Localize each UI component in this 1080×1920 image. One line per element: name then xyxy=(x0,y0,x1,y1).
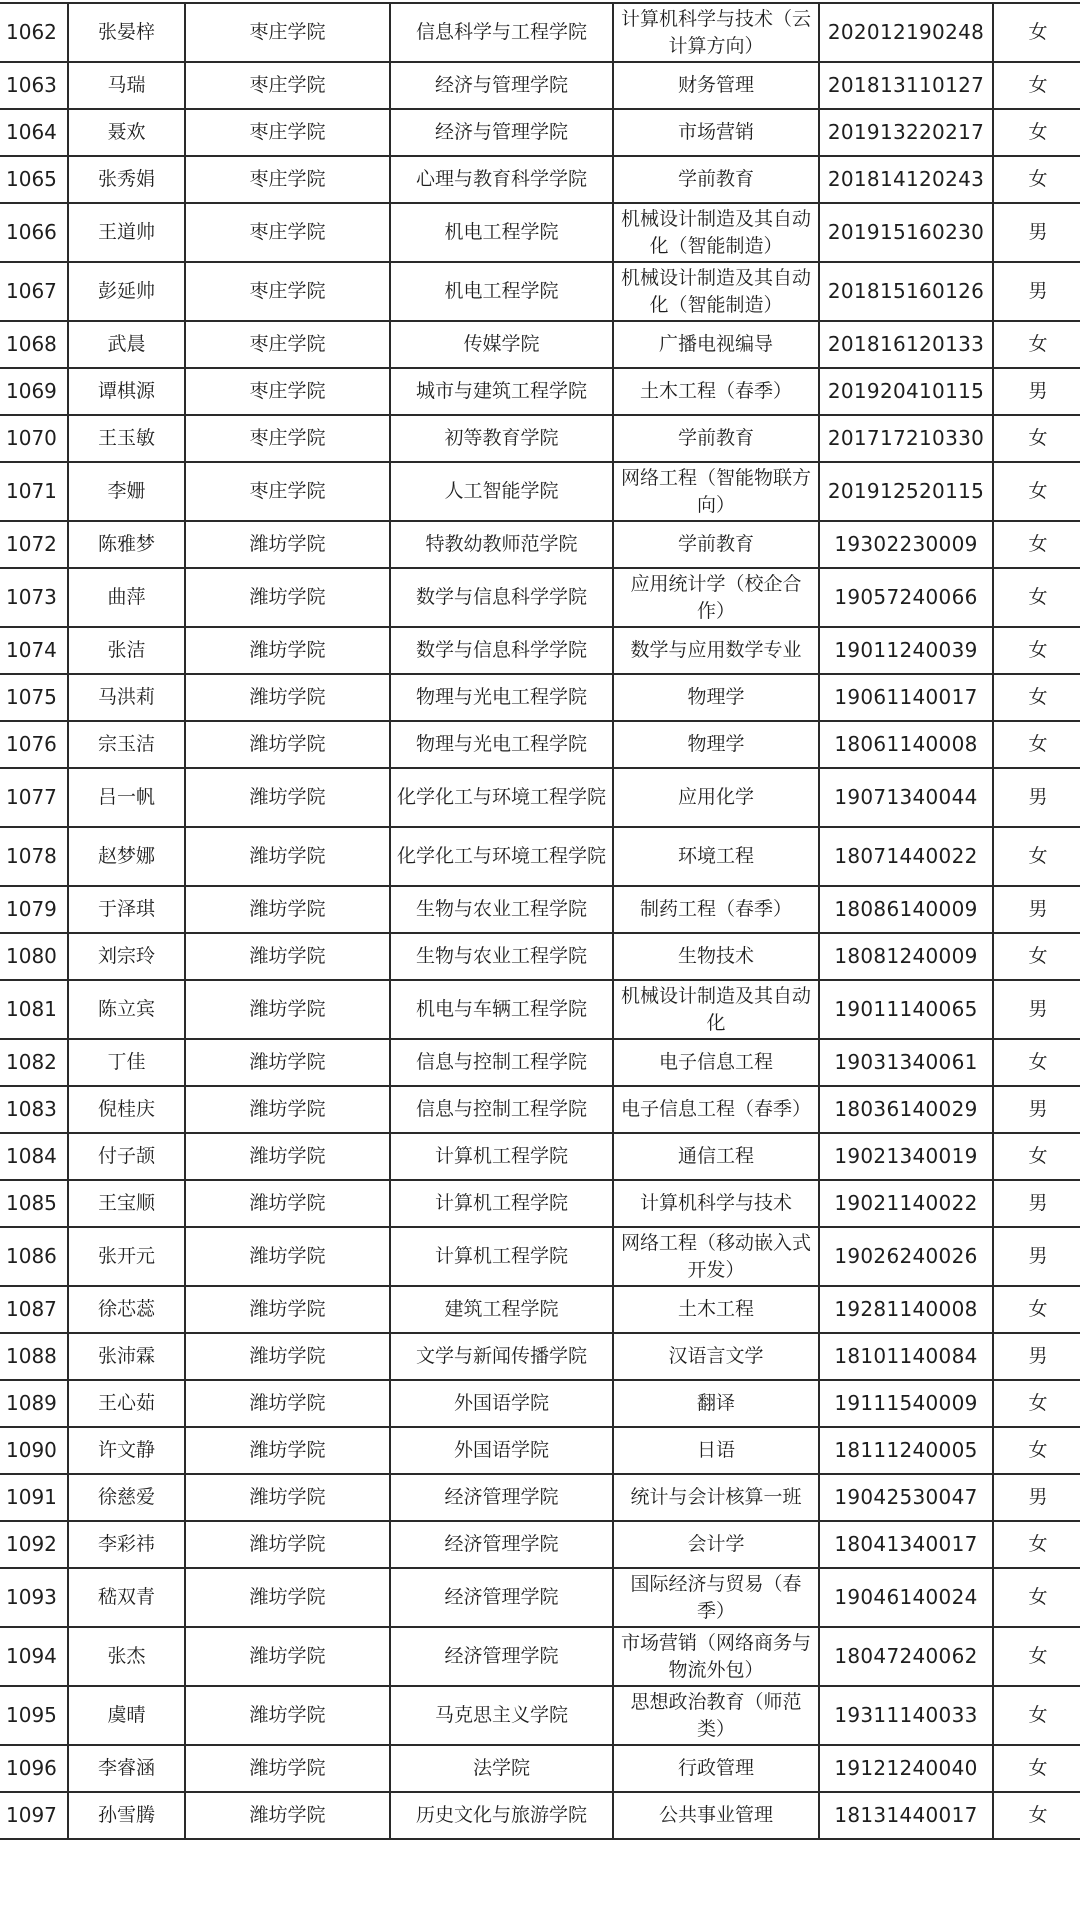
row-number-cell: 1072 xyxy=(0,521,68,568)
student-name-cell: 倪桂庆 xyxy=(68,1086,185,1133)
row-number-cell: 1063 xyxy=(0,62,68,109)
student-id-cell: 201814120243 xyxy=(819,156,993,203)
school-name-cell: 潍坊学院 xyxy=(185,1792,390,1839)
table-row xyxy=(0,768,1080,827)
table-row xyxy=(0,933,1080,980)
student-name-cell: 张秀娟 xyxy=(68,156,185,203)
gender-cell: 男 xyxy=(993,768,1080,827)
college-name-cell: 数学与信息科学学院 xyxy=(390,627,613,674)
student-id-cell: 201815160126 xyxy=(819,262,993,321)
gender-cell: 女 xyxy=(993,674,1080,721)
student-name-cell: 张杰 xyxy=(68,1627,185,1686)
major-name-cell: 学前教育 xyxy=(613,521,819,568)
table-row xyxy=(0,1792,1080,1839)
student-name-cell: 刘宗玲 xyxy=(68,933,185,980)
college-name-cell: 物理与光电工程学院 xyxy=(390,721,613,768)
major-name-cell: 电子信息工程（春季） xyxy=(613,1086,819,1133)
student-id-cell: 19311140033 xyxy=(819,1686,993,1745)
student-id-cell: 19061140017 xyxy=(819,674,993,721)
major-name-cell: 翻译 xyxy=(613,1380,819,1427)
student-id-cell: 18111240005 xyxy=(819,1427,993,1474)
student-name-cell: 聂欢 xyxy=(68,109,185,156)
table-row xyxy=(0,156,1080,203)
major-name-cell: 国际经济与贸易（春季） xyxy=(613,1568,819,1627)
student-name-cell: 徐芯蕊 xyxy=(68,1286,185,1333)
gender-cell: 男 xyxy=(993,203,1080,262)
table-row xyxy=(0,1227,1080,1286)
college-name-cell: 外国语学院 xyxy=(390,1427,613,1474)
gender-cell: 女 xyxy=(993,3,1080,62)
student-id-cell: 19026240026 xyxy=(819,1227,993,1286)
major-name-cell: 制药工程（春季） xyxy=(613,886,819,933)
college-name-cell: 经济与管理学院 xyxy=(390,109,613,156)
table-row xyxy=(0,1521,1080,1568)
school-name-cell: 潍坊学院 xyxy=(185,933,390,980)
school-name-cell: 潍坊学院 xyxy=(185,768,390,827)
college-name-cell: 建筑工程学院 xyxy=(390,1286,613,1333)
student-id-cell: 19046140024 xyxy=(819,1568,993,1627)
college-name-cell: 生物与农业工程学院 xyxy=(390,886,613,933)
college-name-cell: 初等教育学院 xyxy=(390,415,613,462)
student-name-cell: 张沛霖 xyxy=(68,1333,185,1380)
table-row xyxy=(0,1427,1080,1474)
gender-cell: 女 xyxy=(993,1427,1080,1474)
table-row xyxy=(0,1133,1080,1180)
row-number-cell: 1068 xyxy=(0,321,68,368)
major-name-cell: 会计学 xyxy=(613,1521,819,1568)
student-name-cell: 李姗 xyxy=(68,462,185,521)
student-id-cell: 202012190248 xyxy=(819,3,993,62)
table-row xyxy=(0,3,1080,62)
student-name-cell: 马瑞 xyxy=(68,62,185,109)
student-id-cell: 18047240062 xyxy=(819,1627,993,1686)
college-name-cell: 传媒学院 xyxy=(390,321,613,368)
gender-cell: 女 xyxy=(993,1568,1080,1627)
college-name-cell: 化学化工与环境工程学院 xyxy=(390,827,613,886)
row-number-cell: 1097 xyxy=(0,1792,68,1839)
row-number-cell: 1089 xyxy=(0,1380,68,1427)
student-id-cell: 19021340019 xyxy=(819,1133,993,1180)
table-row xyxy=(0,1380,1080,1427)
school-name-cell: 潍坊学院 xyxy=(185,1286,390,1333)
gender-cell: 女 xyxy=(993,1039,1080,1086)
gender-cell: 女 xyxy=(993,109,1080,156)
college-name-cell: 信息科学与工程学院 xyxy=(390,3,613,62)
gender-cell: 男 xyxy=(993,1227,1080,1286)
college-name-cell: 计算机工程学院 xyxy=(390,1180,613,1227)
student-id-cell: 18086140009 xyxy=(819,886,993,933)
student-name-cell: 孙雪腾 xyxy=(68,1792,185,1839)
student-id-cell: 201813110127 xyxy=(819,62,993,109)
table-row xyxy=(0,462,1080,521)
student-id-cell: 18101140084 xyxy=(819,1333,993,1380)
row-number-cell: 1094 xyxy=(0,1627,68,1686)
school-name-cell: 潍坊学院 xyxy=(185,1427,390,1474)
student-name-cell: 王玉敏 xyxy=(68,415,185,462)
row-number-cell: 1090 xyxy=(0,1427,68,1474)
major-name-cell: 计算机科学与技术（云计算方向） xyxy=(613,3,819,62)
row-number-cell: 1078 xyxy=(0,827,68,886)
table-row xyxy=(0,568,1080,627)
student-id-cell: 19021140022 xyxy=(819,1180,993,1227)
major-name-cell: 物理学 xyxy=(613,721,819,768)
row-number-cell: 1092 xyxy=(0,1521,68,1568)
gender-cell: 男 xyxy=(993,1474,1080,1521)
gender-cell: 女 xyxy=(993,1286,1080,1333)
student-name-cell: 武晨 xyxy=(68,321,185,368)
student-name-cell: 陈雅梦 xyxy=(68,521,185,568)
school-name-cell: 枣庄学院 xyxy=(185,156,390,203)
gender-cell: 女 xyxy=(993,627,1080,674)
student-id-cell: 19111540009 xyxy=(819,1380,993,1427)
student-id-cell: 19121240040 xyxy=(819,1745,993,1792)
school-name-cell: 潍坊学院 xyxy=(185,568,390,627)
major-name-cell: 网络工程（移动嵌入式开发） xyxy=(613,1227,819,1286)
gender-cell: 女 xyxy=(993,321,1080,368)
row-number-cell: 1084 xyxy=(0,1133,68,1180)
row-number-cell: 1075 xyxy=(0,674,68,721)
gender-cell: 女 xyxy=(993,827,1080,886)
table-row xyxy=(0,980,1080,1039)
row-number-cell: 1079 xyxy=(0,886,68,933)
school-name-cell: 枣庄学院 xyxy=(185,368,390,415)
major-name-cell: 日语 xyxy=(613,1427,819,1474)
college-name-cell: 机电工程学院 xyxy=(390,203,613,262)
row-number-cell: 1083 xyxy=(0,1086,68,1133)
row-number-cell: 1088 xyxy=(0,1333,68,1380)
gender-cell: 女 xyxy=(993,1745,1080,1792)
college-name-cell: 计算机工程学院 xyxy=(390,1133,613,1180)
table-row xyxy=(0,415,1080,462)
row-number-cell: 1062 xyxy=(0,3,68,62)
college-name-cell: 信息与控制工程学院 xyxy=(390,1039,613,1086)
student-name-cell: 徐慈爱 xyxy=(68,1474,185,1521)
school-name-cell: 枣庄学院 xyxy=(185,262,390,321)
college-name-cell: 物理与光电工程学院 xyxy=(390,674,613,721)
student-id-cell: 19031340061 xyxy=(819,1039,993,1086)
college-name-cell: 机电工程学院 xyxy=(390,262,613,321)
row-number-cell: 1086 xyxy=(0,1227,68,1286)
major-name-cell: 公共事业管理 xyxy=(613,1792,819,1839)
major-name-cell: 机械设计制造及其自动化（智能制造） xyxy=(613,203,819,262)
student-name-cell: 宗玉洁 xyxy=(68,721,185,768)
college-name-cell: 经济管理学院 xyxy=(390,1627,613,1686)
school-name-cell: 潍坊学院 xyxy=(185,1380,390,1427)
major-name-cell: 土木工程（春季） xyxy=(613,368,819,415)
table-row xyxy=(0,1745,1080,1792)
major-name-cell: 市场营销（网络商务与物流外包） xyxy=(613,1627,819,1686)
gender-cell: 女 xyxy=(993,568,1080,627)
major-name-cell: 网络工程（智能物联方向） xyxy=(613,462,819,521)
gender-cell: 男 xyxy=(993,262,1080,321)
row-number-cell: 1096 xyxy=(0,1745,68,1792)
school-name-cell: 枣庄学院 xyxy=(185,321,390,368)
gender-cell: 男 xyxy=(993,1180,1080,1227)
major-name-cell: 财务管理 xyxy=(613,62,819,109)
major-name-cell: 应用化学 xyxy=(613,768,819,827)
table-row xyxy=(0,1568,1080,1627)
row-number-cell: 1071 xyxy=(0,462,68,521)
gender-cell: 男 xyxy=(993,368,1080,415)
table-row xyxy=(0,262,1080,321)
school-name-cell: 枣庄学院 xyxy=(185,3,390,62)
student-name-cell: 王道帅 xyxy=(68,203,185,262)
student-id-cell: 19071340044 xyxy=(819,768,993,827)
school-name-cell: 潍坊学院 xyxy=(185,1086,390,1133)
table-row xyxy=(0,368,1080,415)
student-name-cell: 张开元 xyxy=(68,1227,185,1286)
major-name-cell: 学前教育 xyxy=(613,415,819,462)
student-name-cell: 彭延帅 xyxy=(68,262,185,321)
table-row xyxy=(0,1180,1080,1227)
student-id-cell: 201920410115 xyxy=(819,368,993,415)
student-name-cell: 赵梦娜 xyxy=(68,827,185,886)
gender-cell: 女 xyxy=(993,1133,1080,1180)
school-name-cell: 枣庄学院 xyxy=(185,203,390,262)
student-id-cell: 19057240066 xyxy=(819,568,993,627)
major-name-cell: 思想政治教育（师范类） xyxy=(613,1686,819,1745)
student-id-cell: 19281140008 xyxy=(819,1286,993,1333)
college-name-cell: 城市与建筑工程学院 xyxy=(390,368,613,415)
student-name-cell: 张洁 xyxy=(68,627,185,674)
table-row xyxy=(0,1039,1080,1086)
major-name-cell: 生物技术 xyxy=(613,933,819,980)
table-row xyxy=(0,521,1080,568)
row-number-cell: 1067 xyxy=(0,262,68,321)
college-name-cell: 文学与新闻传播学院 xyxy=(390,1333,613,1380)
row-number-cell: 1074 xyxy=(0,627,68,674)
row-number-cell: 1093 xyxy=(0,1568,68,1627)
school-name-cell: 枣庄学院 xyxy=(185,109,390,156)
table-body xyxy=(0,3,1080,1839)
table-row xyxy=(0,721,1080,768)
row-number-cell: 1077 xyxy=(0,768,68,827)
row-number-cell: 1091 xyxy=(0,1474,68,1521)
student-name-cell: 李彩祎 xyxy=(68,1521,185,1568)
school-name-cell: 潍坊学院 xyxy=(185,1521,390,1568)
table-row xyxy=(0,109,1080,156)
student-id-cell: 18061140008 xyxy=(819,721,993,768)
student-name-cell: 李睿涵 xyxy=(68,1745,185,1792)
table-row xyxy=(0,1286,1080,1333)
gender-cell: 男 xyxy=(993,1333,1080,1380)
student-id-cell: 19042530047 xyxy=(819,1474,993,1521)
college-name-cell: 生物与农业工程学院 xyxy=(390,933,613,980)
table-row xyxy=(0,321,1080,368)
school-name-cell: 枣庄学院 xyxy=(185,462,390,521)
college-name-cell: 信息与控制工程学院 xyxy=(390,1086,613,1133)
school-name-cell: 潍坊学院 xyxy=(185,627,390,674)
college-name-cell: 特教幼教师范学院 xyxy=(390,521,613,568)
table-row xyxy=(0,1333,1080,1380)
school-name-cell: 潍坊学院 xyxy=(185,827,390,886)
major-name-cell: 广播电视编导 xyxy=(613,321,819,368)
table-row xyxy=(0,1686,1080,1745)
major-name-cell: 行政管理 xyxy=(613,1745,819,1792)
row-number-cell: 1065 xyxy=(0,156,68,203)
major-name-cell: 汉语言文学 xyxy=(613,1333,819,1380)
gender-cell: 男 xyxy=(993,886,1080,933)
college-name-cell: 法学院 xyxy=(390,1745,613,1792)
table-row xyxy=(0,62,1080,109)
row-number-cell: 1085 xyxy=(0,1180,68,1227)
row-number-cell: 1070 xyxy=(0,415,68,462)
student-name-cell: 付子颉 xyxy=(68,1133,185,1180)
major-name-cell: 数学与应用数学专业 xyxy=(613,627,819,674)
gender-cell: 女 xyxy=(993,1686,1080,1745)
student-id-cell: 201816120133 xyxy=(819,321,993,368)
college-name-cell: 经济管理学院 xyxy=(390,1474,613,1521)
college-name-cell: 经济管理学院 xyxy=(390,1568,613,1627)
student-name-cell: 陈立宾 xyxy=(68,980,185,1039)
table-row xyxy=(0,674,1080,721)
student-id-cell: 18071440022 xyxy=(819,827,993,886)
student-name-cell: 嵇双青 xyxy=(68,1568,185,1627)
row-number-cell: 1087 xyxy=(0,1286,68,1333)
gender-cell: 女 xyxy=(993,521,1080,568)
gender-cell: 男 xyxy=(993,1086,1080,1133)
student-id-cell: 18131440017 xyxy=(819,1792,993,1839)
student-name-cell: 谭棋源 xyxy=(68,368,185,415)
student-name-cell: 吕一帆 xyxy=(68,768,185,827)
student-name-cell: 虞晴 xyxy=(68,1686,185,1745)
student-name-cell: 王宝顺 xyxy=(68,1180,185,1227)
student-id-cell: 19011240039 xyxy=(819,627,993,674)
student-id-cell: 201913220217 xyxy=(819,109,993,156)
student-name-cell: 王心茹 xyxy=(68,1380,185,1427)
student-name-cell: 于泽琪 xyxy=(68,886,185,933)
major-name-cell: 电子信息工程 xyxy=(613,1039,819,1086)
school-name-cell: 潍坊学院 xyxy=(185,1180,390,1227)
row-number-cell: 1080 xyxy=(0,933,68,980)
row-number-cell: 1069 xyxy=(0,368,68,415)
table-row xyxy=(0,1627,1080,1686)
gender-cell: 女 xyxy=(993,462,1080,521)
student-id-cell: 19011140065 xyxy=(819,980,993,1039)
student-id-cell: 18036140029 xyxy=(819,1086,993,1133)
student-name-cell: 张晏梓 xyxy=(68,3,185,62)
major-name-cell: 机械设计制造及其自动化 xyxy=(613,980,819,1039)
major-name-cell: 机械设计制造及其自动化（智能制造） xyxy=(613,262,819,321)
gender-cell: 女 xyxy=(993,721,1080,768)
row-number-cell: 1073 xyxy=(0,568,68,627)
major-name-cell: 通信工程 xyxy=(613,1133,819,1180)
gender-cell: 女 xyxy=(993,62,1080,109)
gender-cell: 女 xyxy=(993,415,1080,462)
table-row xyxy=(0,627,1080,674)
student-name-cell: 马洪莉 xyxy=(68,674,185,721)
school-name-cell: 潍坊学院 xyxy=(185,980,390,1039)
student-name-cell: 许文静 xyxy=(68,1427,185,1474)
table-row xyxy=(0,827,1080,886)
college-name-cell: 经济管理学院 xyxy=(390,1521,613,1568)
college-name-cell: 马克思主义学院 xyxy=(390,1686,613,1745)
school-name-cell: 潍坊学院 xyxy=(185,1227,390,1286)
student-id-cell: 18081240009 xyxy=(819,933,993,980)
table-row xyxy=(0,1086,1080,1133)
major-name-cell: 土木工程 xyxy=(613,1286,819,1333)
school-name-cell: 枣庄学院 xyxy=(185,62,390,109)
school-name-cell: 潍坊学院 xyxy=(185,1333,390,1380)
school-name-cell: 潍坊学院 xyxy=(185,521,390,568)
student-id-cell: 201912520115 xyxy=(819,462,993,521)
student-name-cell: 曲萍 xyxy=(68,568,185,627)
gender-cell: 女 xyxy=(993,1521,1080,1568)
school-name-cell: 潍坊学院 xyxy=(185,721,390,768)
college-name-cell: 计算机工程学院 xyxy=(390,1227,613,1286)
major-name-cell: 环境工程 xyxy=(613,827,819,886)
table-row xyxy=(0,203,1080,262)
school-name-cell: 潍坊学院 xyxy=(185,1627,390,1686)
table-row xyxy=(0,886,1080,933)
school-name-cell: 潍坊学院 xyxy=(185,1745,390,1792)
major-name-cell: 统计与会计核算一班 xyxy=(613,1474,819,1521)
student-name-cell: 丁佳 xyxy=(68,1039,185,1086)
major-name-cell: 应用统计学（校企合作） xyxy=(613,568,819,627)
gender-cell: 女 xyxy=(993,156,1080,203)
table-row xyxy=(0,1474,1080,1521)
row-number-cell: 1064 xyxy=(0,109,68,156)
college-name-cell: 外国语学院 xyxy=(390,1380,613,1427)
school-name-cell: 潍坊学院 xyxy=(185,886,390,933)
college-name-cell: 经济与管理学院 xyxy=(390,62,613,109)
school-name-cell: 潍坊学院 xyxy=(185,1686,390,1745)
school-name-cell: 潍坊学院 xyxy=(185,1133,390,1180)
school-name-cell: 潍坊学院 xyxy=(185,1039,390,1086)
college-name-cell: 人工智能学院 xyxy=(390,462,613,521)
row-number-cell: 1081 xyxy=(0,980,68,1039)
school-name-cell: 潍坊学院 xyxy=(185,1474,390,1521)
college-name-cell: 机电与车辆工程学院 xyxy=(390,980,613,1039)
row-number-cell: 1076 xyxy=(0,721,68,768)
school-name-cell: 潍坊学院 xyxy=(185,1568,390,1627)
college-name-cell: 历史文化与旅游学院 xyxy=(390,1792,613,1839)
student-id-cell: 19302230009 xyxy=(819,521,993,568)
gender-cell: 男 xyxy=(993,980,1080,1039)
student-id-cell: 201717210330 xyxy=(819,415,993,462)
gender-cell: 女 xyxy=(993,1380,1080,1427)
gender-cell: 女 xyxy=(993,933,1080,980)
gender-cell: 女 xyxy=(993,1792,1080,1839)
student-id-cell: 18041340017 xyxy=(819,1521,993,1568)
college-name-cell: 数学与信息科学学院 xyxy=(390,568,613,627)
gender-cell: 女 xyxy=(993,1627,1080,1686)
major-name-cell: 市场营销 xyxy=(613,109,819,156)
major-name-cell: 计算机科学与技术 xyxy=(613,1180,819,1227)
row-number-cell: 1095 xyxy=(0,1686,68,1745)
college-name-cell: 化学化工与环境工程学院 xyxy=(390,768,613,827)
college-name-cell: 心理与教育科学学院 xyxy=(390,156,613,203)
row-number-cell: 1082 xyxy=(0,1039,68,1086)
row-number-cell: 1066 xyxy=(0,203,68,262)
school-name-cell: 潍坊学院 xyxy=(185,674,390,721)
major-name-cell: 物理学 xyxy=(613,674,819,721)
student-id-cell: 201915160230 xyxy=(819,203,993,262)
school-name-cell: 枣庄学院 xyxy=(185,415,390,462)
major-name-cell: 学前教育 xyxy=(613,156,819,203)
student-list-table xyxy=(0,2,1080,1840)
